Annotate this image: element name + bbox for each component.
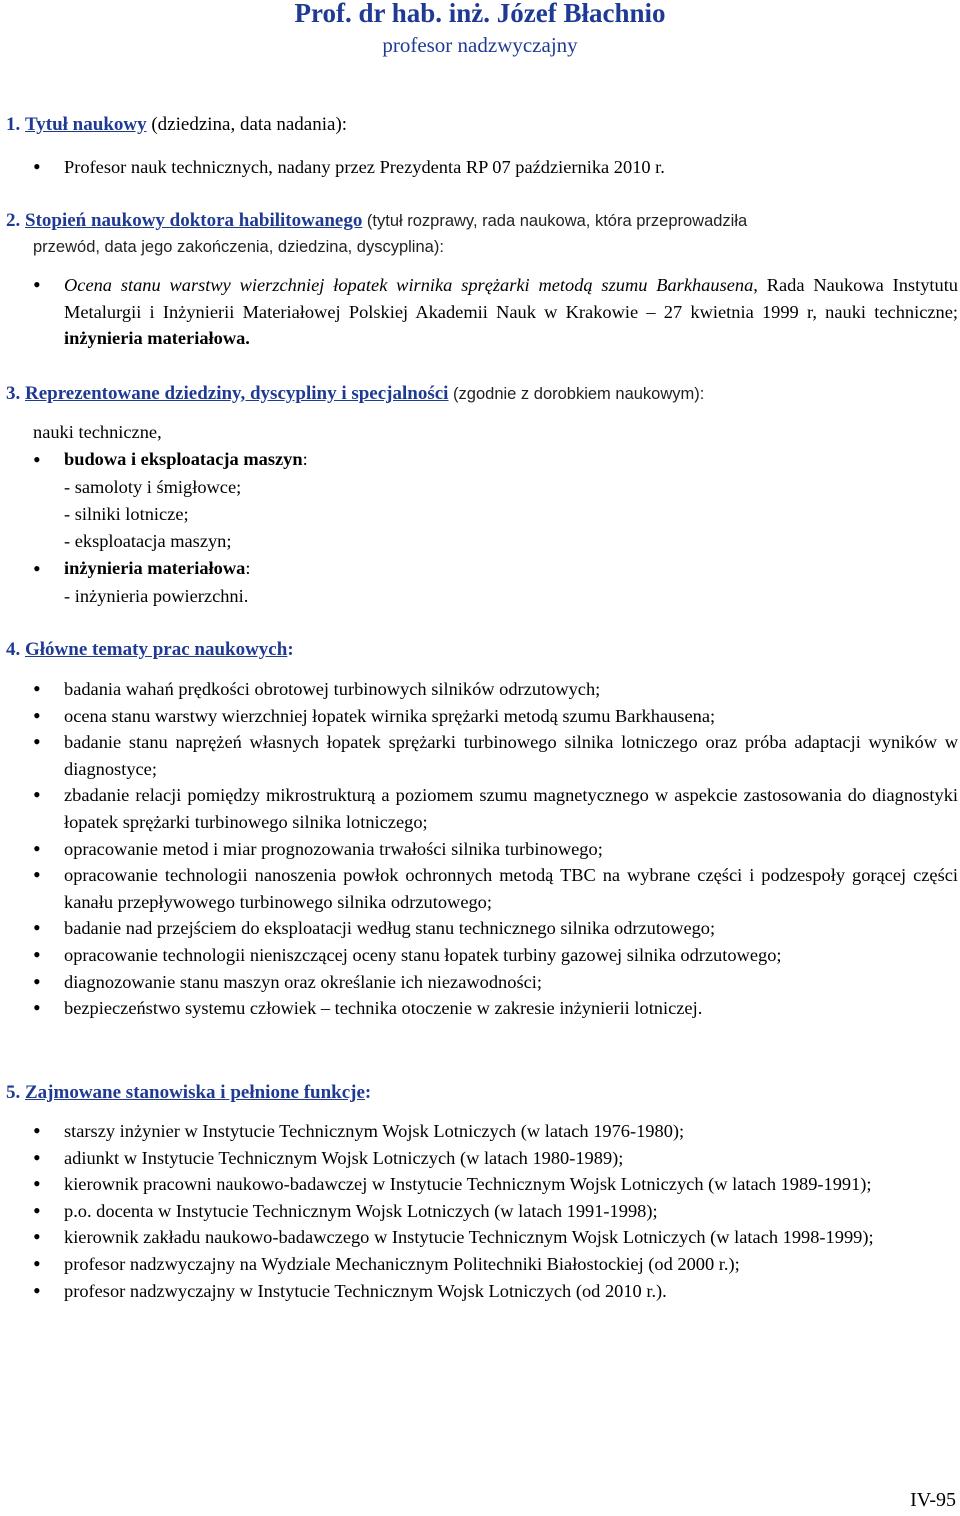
position-title: profesor nadzwyczajny <box>382 33 578 57</box>
section-number: 3. <box>6 383 21 404</box>
colon: : <box>302 449 308 470</box>
section-title: Stopień naukowy doktora habilitowanego <box>25 210 363 231</box>
list-item: • opracowanie technologii nieniszczącej oceny stanu łopatek turbiny gazowej silnika odrzutowego; <box>0 942 960 969</box>
list-item <box>0 272 960 352</box>
list-item: • kierownik pracowni naukowo-badawczej w Instytucie Technicznym Wojsk Lotniczych (w latach 1989-1991); <box>0 1171 960 1198</box>
section-title: Zajmowane stanowiska i pełnione funkcje <box>25 1082 365 1103</box>
list-item: • ocena stanu warstwy wierzchniej łopatek wirnika sprężarki metodą szumu Barkhausena; <box>0 703 960 730</box>
list-item: • profesor nadzwyczajny na Wydziale Mechanicznym Politechniki Białostockiej (od 2000 r.); <box>0 1251 960 1278</box>
list-item: • kierownik zakładu naukowo-badawczego w Instytucie Technicznym Wojsk Lotniczych (w latach 1998-1999); <box>0 1224 960 1251</box>
specialty-item: - samoloty i śmigłowce; <box>64 476 242 497</box>
discipline-name: inżynieria materiałowa <box>64 558 246 579</box>
section-note: (zgodnie z dorobkiem naukowym): <box>448 385 705 403</box>
colon: : <box>245 558 251 579</box>
section-number: 1. <box>6 114 21 135</box>
section-number: 5. <box>6 1082 21 1103</box>
section-4-list <box>0 676 960 1022</box>
person-name: Prof. dr hab. inż. Józef Błachnio <box>294 0 666 28</box>
section-3-heading <box>6 381 956 407</box>
list-item: • badanie stanu naprężeń własnych łopatek sprężarki turbinowego silnika lotniczego oraz próba adaptacji wyników w diagnostyce; <box>0 729 960 782</box>
field-name: nauki techniczne, <box>33 422 162 442</box>
list-item: • opracowanie technologii nanoszenia powłok ochronnych metodą TBC na wybrane części i podzespoły gorącej części kanału przepływowego turbinowego silnika odrzutowego; <box>0 862 960 915</box>
specialty-item: - silniki lotnicze; <box>64 503 189 524</box>
field-line <box>33 419 954 446</box>
section-title: Reprezentowane dziedziny, dyscypliny i specjalności <box>25 383 449 404</box>
list-item: • bezpieczeństwo systemu człowiek – technika otoczenie w zakresie inżynierii lotniczej. <box>0 995 960 1022</box>
section-1-heading <box>6 112 956 138</box>
section-note: (dziedzina, data nadania): <box>146 114 348 135</box>
list-item: • adiunkt w Instytucie Technicznym Wojsk Lotniczych (w latach 1980-1989); <box>0 1145 960 1172</box>
discipline: inżynieria materiałowa. <box>64 328 250 349</box>
section-number: 2. <box>6 210 21 231</box>
section-2-heading <box>6 208 956 234</box>
section-title: Tytuł naukowy <box>25 114 147 135</box>
list-item: • diagnozowanie stanu maszyn oraz określanie ich niezawodności; <box>0 969 960 996</box>
discipline-name: budowa i eksploatacja maszyn <box>64 449 303 470</box>
discipline-item <box>64 446 954 473</box>
colon: : <box>287 639 294 660</box>
section-2-note-continued: przewód, data jego zakończenia, dziedzina, dyscyplina): <box>33 238 444 256</box>
list-item: • p.o. docenta w Instytucie Technicznym Wojsk Lotniczych (w latach 1991-1998); <box>0 1198 960 1225</box>
section-4-heading <box>6 637 956 663</box>
section-title: Główne tematy prac naukowych <box>25 639 288 660</box>
section-5-heading <box>6 1080 956 1106</box>
specialty-item: - inżynieria powierzchni. <box>64 585 249 606</box>
section-number: 4. <box>6 639 21 660</box>
section-1-list <box>0 154 960 181</box>
colon: : <box>364 1082 372 1103</box>
list-item: • Profesor nauk technicznych, nadany przez Prezydenta RP 07 października 2010 r. <box>0 154 960 181</box>
specialty-item: - eksploatacja maszyn; <box>64 531 232 552</box>
list-item: • profesor nadzwyczajny w Instytucie Technicznym Wojsk Lotniczych (od 2010 r.). <box>0 1278 960 1305</box>
page-number: IV-95 <box>910 1489 956 1511</box>
list-item: • badania wahań prędkości obrotowej turbinowych silników odrzutowych; <box>0 676 960 703</box>
discipline-item <box>64 555 954 582</box>
list-item: • badanie nad przejściem do eksploatacji według stanu technicznego silnika odrzutowego; <box>0 915 960 942</box>
section-note: (tytuł rozprawy, rada naukowa, która przeprowadziła <box>362 212 748 230</box>
thesis-title: Ocena stanu warstwy wierzchniej łopatek wirnika sprężarki metodą szumu Barkhausena <box>64 275 754 295</box>
habilitation-details: , Rada Naukowa Instytutu Metalurgii i Inżynierii Materiałowej Polskiej Akademii Nauk w Krakowie – 27 kwietnia 1999 r, nauki techniczne; <box>64 275 959 322</box>
list-item: • opracowanie metod i miar prognozowania trwałości silnika turbinowego; <box>0 836 960 863</box>
section-5-list <box>0 1118 960 1304</box>
list-item: • starszy inżynier w Instytucie Technicznym Wojsk Lotniczych (w latach 1976-1980); <box>0 1118 960 1145</box>
list-item: • zbadanie relacji pomiędzy mikrostrukturą a poziomem szumu magnetycznego w aspekcie zastosowania do diagnostyki łopatek sprężarki turbinowego silnika lotniczego; <box>0 782 960 835</box>
section-3-list <box>33 419 954 610</box>
section-2-list <box>0 272 960 352</box>
